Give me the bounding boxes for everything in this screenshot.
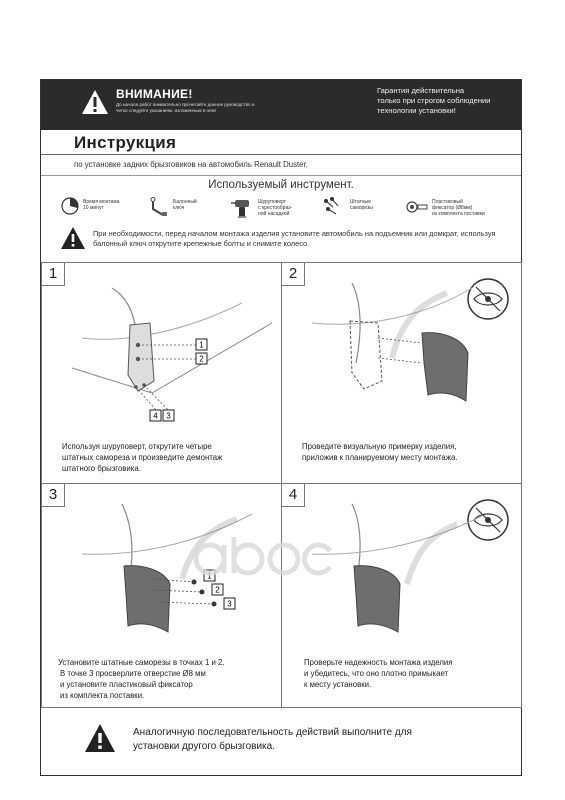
wrench-icon	[149, 197, 171, 217]
page-title: Инструкция	[74, 133, 177, 152]
watermark-logo	[190, 533, 340, 585]
warning-triangle-icon	[81, 89, 109, 115]
svg-text:1: 1	[199, 340, 204, 350]
callout-3	[224, 598, 235, 609]
step-2-panel	[281, 262, 522, 484]
warning-triangle-icon	[60, 226, 86, 250]
callout-4	[150, 410, 161, 421]
callout-2	[196, 353, 207, 364]
step-3-panel	[41, 483, 282, 708]
svg-text:2: 2	[215, 585, 220, 595]
clock-icon	[61, 197, 79, 215]
guarantee-note: Гарантия действительна только при строгом соблюдении технологии установки!	[377, 86, 491, 115]
svg-text:3: 3	[227, 599, 232, 609]
svg-text:4: 4	[153, 411, 158, 421]
callout-2	[212, 584, 223, 595]
screwdriver-icon	[231, 197, 255, 219]
clip-icon	[405, 197, 429, 217]
step-number: 4	[282, 484, 305, 507]
precaution-text: При необходимости, перед началом монтажа изделия установите автомобиль на подъемник или домкрат, используя балонный ключ открутите крепежные болты и снимите колесо.	[93, 229, 496, 248]
step-1-caption: Используя шуруповерт, открутите четыре штатных самореза и произведите демонтаж штатного брызговика.	[62, 442, 223, 473]
step-number: 3	[42, 484, 65, 507]
divider	[41, 154, 521, 155]
step-3-caption: Установите штатные саморезы в точках 1 и 2. В точке 3 просверлите отверстие Ø8 мм и установите пластиковый фиксатор из комплекта поставки.	[58, 658, 225, 700]
warning-title: ВНИМАНИЕ!	[116, 87, 193, 101]
warning-triangle-icon	[84, 723, 116, 753]
step-number: 1	[42, 263, 65, 286]
callout-1	[196, 339, 207, 350]
step-1-panel	[41, 262, 282, 484]
step-4-panel	[281, 483, 522, 708]
tools-heading: Используемый инструмент.	[208, 179, 354, 191]
step-2-illustration	[282, 263, 523, 438]
screws-icon	[323, 197, 345, 217]
divider	[41, 175, 521, 176]
instruction-sheet: ВНИМАНИЕ! До начала работ внимательно прочитайте данное руководство и четко следуйте указаниям, изложенным в нем! Гарантия действительна только при строгом соблюдении технологии установки! Инструкция по установке задних брызговиков на автомобиль Renault Duster. Используемый инструмент. Время монтажа 10 минут Балонный ключ Шуруповерт с крестообраз- ной насадкой Штатные саморезы Пластиковый фиксатор (Ø8мм) из комплекта поставки При необходимости, перед началом монтажа изделия установите автомобиль на подъемник или домкрат, используя балонный ключ открутите крепежные болты и снимите колесо. 1 2 4 3 1 Используя шуруповерт, открутите четыре штатных самореза и произведите демонтаж штатного брызговика. 2 Проведите визуальную примерку изделия, приложив к планируемому месту монтажа. 1 2 3 3 Установите штатные саморезы в точках 1 и 2. В точке 3 просверлите отверстие Ø8 мм и установите пластиковый фиксатор из комплекта поставки. 4 Проверьте надежность монтажа изделия и убедитесь, что оно плотно примыкает к месту установки. Аналогичную последовательность действий выполните для установки другого брызговика.	[40, 79, 522, 776]
step-2-caption: Проведите визуальную примерку изделия, приложив к планируемому месту монтажа.	[302, 442, 458, 462]
callout-3	[163, 410, 174, 421]
svg-text:3: 3	[166, 411, 171, 421]
step-1-illustration	[42, 263, 283, 438]
step-4-caption: Проверьте надежность монтажа изделия и убедитесь, что оно плотно примыкает к месту установки.	[304, 658, 453, 689]
svg-text:1: 1	[207, 571, 212, 581]
warning-text: До начала работ внимательно прочитайте данное руководство и четко следуйте указаниям, изложенным в нем!	[116, 102, 255, 113]
page-subtitle: по установке задних брызговиков на автомобиль Renault Duster.	[74, 160, 308, 169]
step-number: 2	[282, 263, 305, 286]
svg-text:2: 2	[199, 354, 204, 364]
warning-header	[41, 80, 521, 130]
footer-note: Аналогичную последовательность действий выполните для установки другого брызговика.	[133, 727, 412, 752]
